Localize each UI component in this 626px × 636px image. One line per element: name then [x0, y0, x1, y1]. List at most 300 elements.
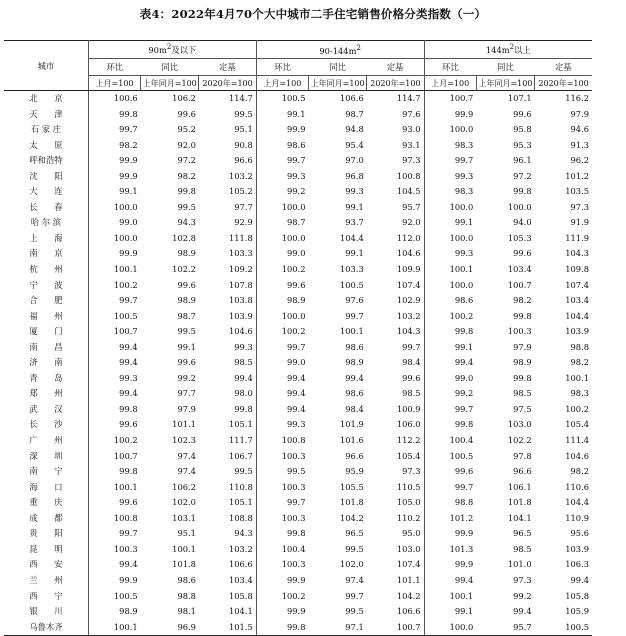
- index-value: 99.2: [454, 388, 474, 399]
- index-value: 99.1: [177, 341, 196, 352]
- index-value: 98.2: [570, 357, 589, 368]
- index-value: 100.8: [281, 435, 306, 446]
- index-value: 100.7: [367, 620, 424, 636]
- base-header-mom: 上月=100: [256, 76, 308, 91]
- index-value: 99.7: [287, 341, 306, 352]
- index-value: 97.4: [177, 450, 196, 461]
- index-value: 97.4: [177, 466, 196, 477]
- index-value: 99.7: [454, 155, 474, 166]
- index-value: 100.1: [88, 620, 140, 636]
- index-value: 99.9: [287, 574, 306, 585]
- index-value: 100.5: [113, 590, 138, 601]
- index-value: 103.9: [565, 326, 589, 337]
- city-name: 武 汉: [4, 402, 88, 418]
- index-value: 98.0: [199, 386, 256, 402]
- index-value: 95.0: [367, 526, 424, 542]
- index-value: 93.0: [367, 122, 424, 138]
- table-row: [4, 169, 592, 185]
- index-value: 97.3: [513, 574, 532, 585]
- sub-header-mom: 环比: [256, 59, 308, 76]
- index-value: 95.8: [513, 124, 532, 135]
- index-value: 92.9: [199, 215, 256, 231]
- index-value: 100.0: [113, 232, 138, 243]
- table-row: [4, 417, 592, 433]
- sub-header-yoy: 同比: [141, 59, 199, 76]
- index-value: 98.9: [177, 295, 196, 306]
- index-value: 111.8: [199, 231, 256, 247]
- index-value: 101.8: [340, 497, 364, 508]
- index-value: 100.3: [507, 326, 532, 337]
- index-value: 98.9: [345, 357, 364, 368]
- city-name: 郑 州: [4, 386, 88, 402]
- index-value: 100.0: [281, 201, 306, 212]
- city-name: 深 圳: [4, 449, 88, 465]
- index-value: 100.2: [113, 435, 138, 446]
- index-value: 99.5: [287, 466, 306, 477]
- table-row: [4, 293, 592, 309]
- index-value: 99.3: [119, 372, 138, 383]
- city-name: 贵 阳: [4, 526, 88, 542]
- index-value: 99.5: [177, 201, 196, 212]
- sub-header-yoy: 同比: [308, 59, 366, 76]
- index-value: 93.7: [345, 217, 364, 228]
- index-value: 97.6: [367, 107, 424, 123]
- index-value: 99.6: [287, 279, 306, 290]
- index-value: 99.4: [119, 388, 138, 399]
- city-name: 合 肥: [4, 293, 88, 309]
- city-name: 宁 波: [4, 278, 88, 294]
- index-value: 97.2: [513, 170, 532, 181]
- index-value: 99.0: [287, 357, 306, 368]
- index-value: 100.7: [449, 93, 474, 103]
- index-value: 98.3: [454, 139, 474, 150]
- index-value: 111.7: [199, 433, 256, 449]
- index-value: 99.8: [119, 108, 138, 119]
- base-header-yoy: 上年同月=100: [476, 76, 534, 91]
- index-value: 97.4: [345, 574, 364, 585]
- index-value: 99.1: [454, 606, 474, 617]
- index-value: 95.7: [367, 200, 424, 216]
- index-value: 112.2: [367, 433, 424, 449]
- index-value: 101.6: [340, 435, 364, 446]
- index-value: 105.4: [565, 419, 589, 430]
- index-value: 99.1: [119, 186, 138, 197]
- index-value: 100.3: [281, 481, 306, 492]
- index-value: 102.0: [340, 559, 364, 570]
- index-value: 106.7: [199, 449, 256, 465]
- index-value: 94.0: [513, 217, 532, 228]
- index-value: 101.1: [367, 573, 424, 589]
- table-row: [4, 138, 592, 154]
- index-value: 99.9: [454, 108, 474, 119]
- city-name: 南 京: [4, 246, 88, 262]
- table-row: [4, 278, 592, 294]
- index-value: 110.9: [565, 512, 589, 523]
- index-value: 101.9: [340, 419, 364, 430]
- index-value: 107.4: [565, 279, 589, 290]
- sub-header-fixed: 定基: [535, 59, 592, 76]
- index-value: 103.3: [340, 264, 364, 275]
- table-row: [4, 480, 592, 496]
- index-value: 104.6: [367, 246, 424, 262]
- index-value: 97.6: [345, 295, 364, 306]
- index-value: 106.6: [367, 604, 424, 620]
- index-value: 98.4: [345, 403, 364, 414]
- index-value: 98.7: [287, 217, 306, 228]
- base-header-yoy: 上年同月=100: [308, 76, 366, 91]
- index-value: 99.8: [177, 186, 196, 197]
- index-value: 109.2: [199, 262, 256, 278]
- index-value: 99.8: [454, 419, 474, 430]
- index-value: 97.3: [367, 153, 424, 169]
- index-value: 100.0: [424, 620, 476, 636]
- index-value: 98.2: [513, 295, 532, 306]
- index-value: 95.1: [177, 528, 196, 539]
- index-value: 99.1: [345, 248, 364, 259]
- table-row: [4, 371, 592, 387]
- index-value: 96.6: [513, 466, 532, 477]
- index-value: 98.3: [570, 388, 589, 399]
- index-value: 99.4: [287, 372, 306, 383]
- index-value: 104.2: [340, 512, 364, 523]
- index-value: 97.5: [513, 403, 532, 414]
- index-value: 99.7: [287, 497, 306, 508]
- index-value: 97.9: [570, 108, 589, 119]
- index-value: 105.1: [199, 495, 256, 511]
- table-row: [4, 107, 592, 123]
- index-value: 92.0: [177, 139, 196, 150]
- index-value: 101.2: [565, 170, 589, 181]
- index-value: 99.7: [454, 481, 474, 492]
- base-header-mom: 上月=100: [424, 76, 476, 91]
- base-header-yoy: 上年同月=100: [141, 76, 199, 91]
- table-row: [4, 122, 592, 138]
- index-value: 106.2: [172, 93, 196, 103]
- base-header-fixed: 2020年=100: [367, 76, 424, 91]
- table-row: [4, 433, 592, 449]
- index-value: 114.7: [199, 91, 256, 107]
- index-value: 100.1: [449, 264, 474, 275]
- city-name: 银 川: [4, 604, 88, 620]
- index-value: 94.6: [570, 124, 589, 135]
- index-value: 104.3: [367, 324, 424, 340]
- index-value: 99.9: [454, 559, 474, 570]
- index-value: 100.3: [281, 559, 306, 570]
- index-value: 96.6: [199, 153, 256, 169]
- index-value: 99.4: [454, 357, 474, 368]
- city-name: 天 津: [4, 107, 88, 123]
- index-value: 103.9: [565, 543, 589, 554]
- index-value: 105.9: [565, 606, 589, 617]
- index-value: 102.9: [367, 293, 424, 309]
- index-value: 101.1: [172, 419, 196, 430]
- table-row: [4, 184, 592, 200]
- index-value: 99.6: [454, 466, 474, 477]
- index-value: 103.4: [199, 573, 256, 589]
- index-value: 111.9: [565, 232, 589, 243]
- index-value: 103.0: [507, 419, 532, 430]
- index-value: 99.7: [345, 310, 364, 321]
- index-value: 98.8: [454, 497, 474, 508]
- index-value: 104.4: [565, 497, 589, 508]
- index-value: 101.8: [507, 497, 532, 508]
- index-value: 100.2: [449, 310, 474, 321]
- city-name: 石 家 庄: [4, 122, 88, 138]
- index-value: 99.4: [119, 559, 138, 570]
- table-row: [4, 449, 592, 465]
- index-value: 99.4: [513, 606, 532, 617]
- index-value: 100.3: [281, 512, 306, 523]
- index-value: 110.2: [367, 511, 424, 527]
- index-value: 99.1: [287, 108, 306, 119]
- index-value: 99.6: [119, 419, 138, 430]
- index-value: 100.2: [281, 264, 306, 275]
- index-value: 105.8: [565, 590, 589, 601]
- index-value: 107.4: [367, 278, 424, 294]
- index-value: 99.9: [287, 124, 306, 135]
- index-value: 105.0: [367, 495, 424, 511]
- city-name: 重 庆: [4, 495, 88, 511]
- index-value: 97.9: [513, 341, 532, 352]
- index-value: 103.3: [199, 246, 256, 262]
- index-value: 100.8: [113, 512, 138, 523]
- table-row: [4, 402, 592, 418]
- index-value: 99.6: [513, 248, 532, 259]
- index-value: 104.2: [367, 589, 424, 605]
- index-value: 100.0: [449, 279, 474, 290]
- index-value: 99.3: [199, 340, 256, 356]
- index-value: 99.0: [287, 248, 306, 259]
- table-row: [4, 542, 592, 558]
- index-value: 98.5: [513, 388, 532, 399]
- index-value: 101.5: [199, 620, 256, 636]
- sub-header-mom: 环比: [424, 59, 476, 76]
- index-value: 106.6: [340, 93, 364, 103]
- index-value: 100.0: [449, 232, 474, 243]
- index-value: 105.8: [199, 589, 256, 605]
- index-value: 97.7: [177, 388, 196, 399]
- index-value: 91.3: [570, 139, 589, 150]
- index-value: 98.5: [367, 386, 424, 402]
- index-value: 99.0: [454, 372, 474, 383]
- index-value: 100.0: [113, 201, 138, 212]
- index-value: 103.5: [565, 186, 589, 197]
- index-value: 95.7: [476, 620, 534, 636]
- index-value: 104.4: [565, 310, 589, 321]
- table-row: [4, 526, 592, 542]
- index-value: 106.6: [199, 557, 256, 573]
- index-value: 100.0: [449, 201, 474, 212]
- index-value: 106.3: [565, 559, 589, 570]
- index-value: 97.0: [345, 155, 364, 166]
- index-value: 105.3: [507, 232, 532, 243]
- index-value: 99.4: [570, 574, 589, 585]
- index-value: 104.6: [199, 324, 256, 340]
- table-row: [4, 495, 592, 511]
- index-value: 100.0: [281, 310, 306, 321]
- index-value: 105.1: [199, 417, 256, 433]
- index-value: 90.8: [199, 138, 256, 154]
- index-value: 95.3: [513, 139, 532, 150]
- index-value: 110.5: [367, 480, 424, 496]
- table-row: [4, 91, 592, 107]
- table-row: [4, 246, 592, 262]
- index-value: 99.3: [287, 170, 306, 181]
- index-value: 95.1: [199, 122, 256, 138]
- index-value: 102.2: [507, 435, 532, 446]
- index-value: 104.5: [367, 184, 424, 200]
- table-row: [4, 386, 592, 402]
- index-value: 96.1: [513, 155, 532, 166]
- index-value: 100.5: [535, 620, 592, 636]
- index-value: 100.1: [340, 326, 364, 337]
- index-value: 112.0: [367, 231, 424, 247]
- index-value: 98.8: [570, 341, 589, 352]
- index-value: 98.1: [177, 606, 196, 617]
- index-value: 95.4: [345, 139, 364, 150]
- index-value: 98.6: [454, 295, 474, 306]
- index-value: 97.9: [177, 403, 196, 414]
- city-column-header: 城市: [4, 41, 88, 91]
- index-value: 100.3: [281, 450, 306, 461]
- index-value: 99.3: [454, 170, 474, 181]
- city-name: 太 原: [4, 138, 88, 154]
- index-value: 98.9: [513, 357, 532, 368]
- index-value: 102.2: [172, 264, 196, 275]
- index-value: 100.0: [507, 201, 532, 212]
- index-value: 98.9: [287, 295, 306, 306]
- index-value: 99.4: [287, 388, 306, 399]
- index-value: 101.0: [507, 559, 532, 570]
- sub-header-fixed: 定基: [367, 59, 424, 76]
- index-value: 99.8: [513, 186, 532, 197]
- index-value: 107.8: [199, 278, 256, 294]
- city-name: 大 连: [4, 184, 88, 200]
- index-value: 104.1: [199, 604, 256, 620]
- base-header-fixed: 2020年=100: [199, 76, 256, 91]
- index-value: 98.6: [345, 388, 364, 399]
- index-value: 105.4: [367, 449, 424, 465]
- index-value: 103.9: [199, 309, 256, 325]
- index-value: 98.5: [513, 543, 532, 554]
- index-value: 106.2: [172, 481, 196, 492]
- index-value: 98.6: [287, 139, 306, 150]
- index-value: 100.4: [449, 435, 474, 446]
- index-value: 99.8: [513, 372, 532, 383]
- index-value: 100.2: [281, 590, 306, 601]
- index-value: 98.5: [199, 355, 256, 371]
- index-value: 107.4: [367, 557, 424, 573]
- index-value: 94.3: [177, 217, 196, 228]
- index-value: 100.5: [449, 450, 474, 461]
- index-value: 100.0: [281, 232, 306, 243]
- group-header-90-144: $90-144m^2$: [256, 41, 424, 59]
- group-header-144-above: $144m^2$以上: [424, 41, 592, 59]
- city-name: 乌鲁木齐: [4, 620, 88, 636]
- index-value: 97.3: [570, 201, 589, 212]
- index-value: 96.8: [345, 170, 364, 181]
- index-value: 97.8: [513, 450, 532, 461]
- index-value: 99.8: [199, 402, 256, 418]
- index-value: 98.6: [345, 341, 364, 352]
- index-value: 105.5: [340, 481, 364, 492]
- table-row: [4, 340, 592, 356]
- index-value: 94.3: [199, 526, 256, 542]
- index-value: 110.8: [199, 480, 256, 496]
- index-value: 99.8: [454, 326, 474, 337]
- index-value: 97.7: [199, 200, 256, 216]
- index-value: 109.9: [367, 262, 424, 278]
- index-value: 100.1: [113, 481, 138, 492]
- index-value: 100.0: [449, 124, 474, 135]
- city-name: 海 口: [4, 480, 88, 496]
- index-value: 94.8: [345, 124, 364, 135]
- index-value: 103.1: [172, 512, 196, 523]
- index-value: 99.5: [345, 543, 364, 554]
- index-value: 100.2: [281, 326, 306, 337]
- index-value: 98.2: [177, 170, 196, 181]
- index-value: 99.8: [513, 310, 532, 321]
- index-value: 109.8: [565, 264, 589, 275]
- index-value: 98.2: [570, 466, 589, 477]
- index-value: 101.2: [449, 512, 474, 523]
- index-value: 98.6: [177, 574, 196, 585]
- table-row: [4, 464, 592, 480]
- index-value: 103.2: [199, 169, 256, 185]
- index-value: 99.4: [287, 403, 306, 414]
- index-value: 95.9: [345, 466, 364, 477]
- city-name: 昆 明: [4, 542, 88, 558]
- index-value: 99.5: [345, 606, 364, 617]
- index-value: 99.4: [119, 341, 138, 352]
- index-value: 105.2: [199, 184, 256, 200]
- index-value: 99.4: [119, 357, 138, 368]
- index-value: 99.8: [119, 403, 138, 414]
- city-name: 广 州: [4, 433, 88, 449]
- city-name: 杭 州: [4, 262, 88, 278]
- table-title: 表4：2022年4月70个大中城市二手住宅销售价格分类指数（一）: [139, 7, 487, 21]
- index-value: 100.1: [449, 590, 474, 601]
- index-value: 98.9: [119, 606, 138, 617]
- city-name: 西 安: [4, 557, 88, 573]
- table-row: [4, 355, 592, 371]
- index-value: 116.2: [565, 93, 589, 103]
- index-value: 97.1: [308, 620, 366, 636]
- index-value: 101.8: [172, 559, 196, 570]
- price-index-table: [4, 40, 592, 636]
- index-value: 98.3: [454, 186, 474, 197]
- table-row: [4, 511, 592, 527]
- table-row: [4, 604, 592, 620]
- index-value: 99.9: [119, 170, 138, 181]
- base-header-fixed: 2020年=100: [535, 76, 592, 91]
- city-name: 成 都: [4, 511, 88, 527]
- index-value: 99.2: [287, 186, 306, 197]
- index-value: 98.8: [177, 590, 196, 601]
- index-value: 99.3: [454, 248, 474, 259]
- index-value: 99.7: [454, 403, 474, 414]
- index-value: 99.1: [345, 201, 364, 212]
- index-value: 99.0: [119, 217, 138, 228]
- city-name: 厦 门: [4, 324, 88, 340]
- index-value: 104.3: [565, 248, 589, 259]
- index-value: 102.8: [172, 232, 196, 243]
- index-value: 99.3: [345, 186, 364, 197]
- table-row: [4, 573, 592, 589]
- index-value: 99.4: [345, 372, 364, 383]
- index-value: 99.4: [199, 371, 256, 387]
- index-value: 99.5: [177, 326, 196, 337]
